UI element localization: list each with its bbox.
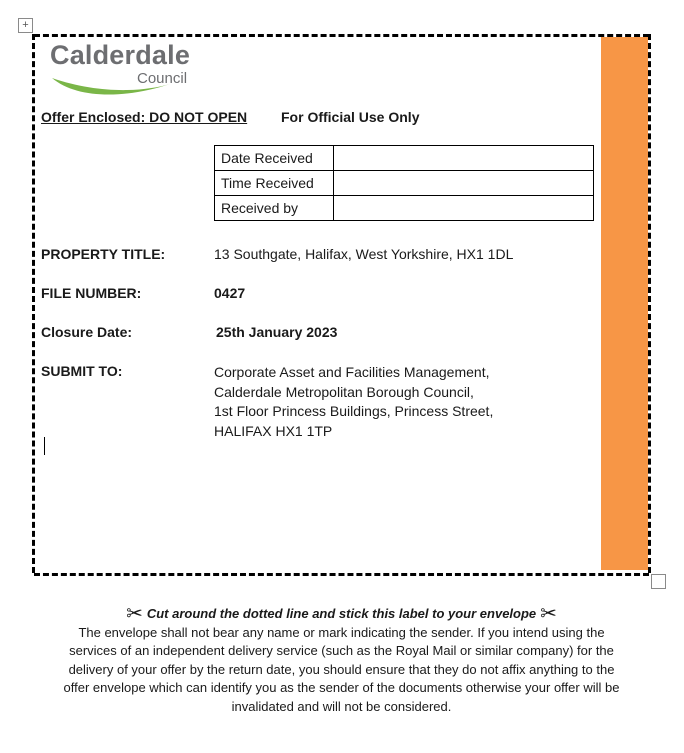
file-number-label: FILE NUMBER: [41,285,142,301]
footer-notice [34,605,649,716]
received-by-label: Received by [215,196,334,221]
time-received-field[interactable] [334,171,594,196]
closure-date-value: 25th January 2023 [216,324,338,340]
logo-title: Calderdale [50,40,191,70]
table-row [215,196,594,221]
cut-instruction-line [34,605,649,624]
closure-date-label: Closure Date: [41,324,133,340]
table-row [215,171,594,196]
address-line: 1st Floor Princess Buildings, Princess Street, [214,403,494,419]
submit-to-label: SUBMIT TO: [41,363,123,379]
date-received-field[interactable] [334,146,594,171]
notice-line: delivery of your offer by the return date, you should ensure that they do not affix anything to the [68,661,615,677]
submit-to-address [214,363,493,441]
notice-line: offer envelope which can identify you as the sender of the documents otherwise your offer will be [63,680,620,695]
file-number-value: 0427 [214,285,246,301]
notice-line: The envelope shall not bear any name or mark indicating the sender. If you intend using the [78,624,605,640]
table-row [215,146,594,171]
time-received-label: Time Received [215,171,334,196]
property-title-value: 13 Southgate, Halifax, West Yorkshire, HX1 1DL [214,246,514,262]
received-by-field[interactable] [334,196,594,221]
orange-accent-bar [601,37,648,570]
notice-line: invalidated and will not be considered. [231,698,452,714]
address-line: Corporate Asset and Facilities Management, [214,364,490,380]
notice-line: services of an independent delivery service (such as the Royal Mail or similar company) for the [69,643,614,658]
address-line: HALIFAX HX1 1TP [214,422,333,439]
logo-subtitle: Council [137,70,188,87]
offer-enclosed-heading: Offer Enclosed: DO NOT OPEN [41,109,248,125]
property-title-label: PROPERTY TITLE: [41,246,166,262]
date-received-label: Date Received [215,146,334,171]
scissors-left-icon: ✂ [126,603,143,626]
council-logo [48,40,198,98]
dashed-border-left [32,34,35,573]
official-use-table [214,145,594,221]
dashed-border-right [648,34,651,573]
table-move-handle-icon[interactable]: + [18,18,33,33]
table-resize-handle-icon[interactable] [651,574,666,589]
address-line: Calderdale Metropolitan Borough Council, [214,383,474,400]
scissors-right-icon: ✂ [540,603,557,626]
cut-instruction: Cut around the dotted line and stick this label to your envelope [146,606,537,621]
text-cursor [44,437,45,455]
official-use-heading: For Official Use Only [281,109,420,125]
